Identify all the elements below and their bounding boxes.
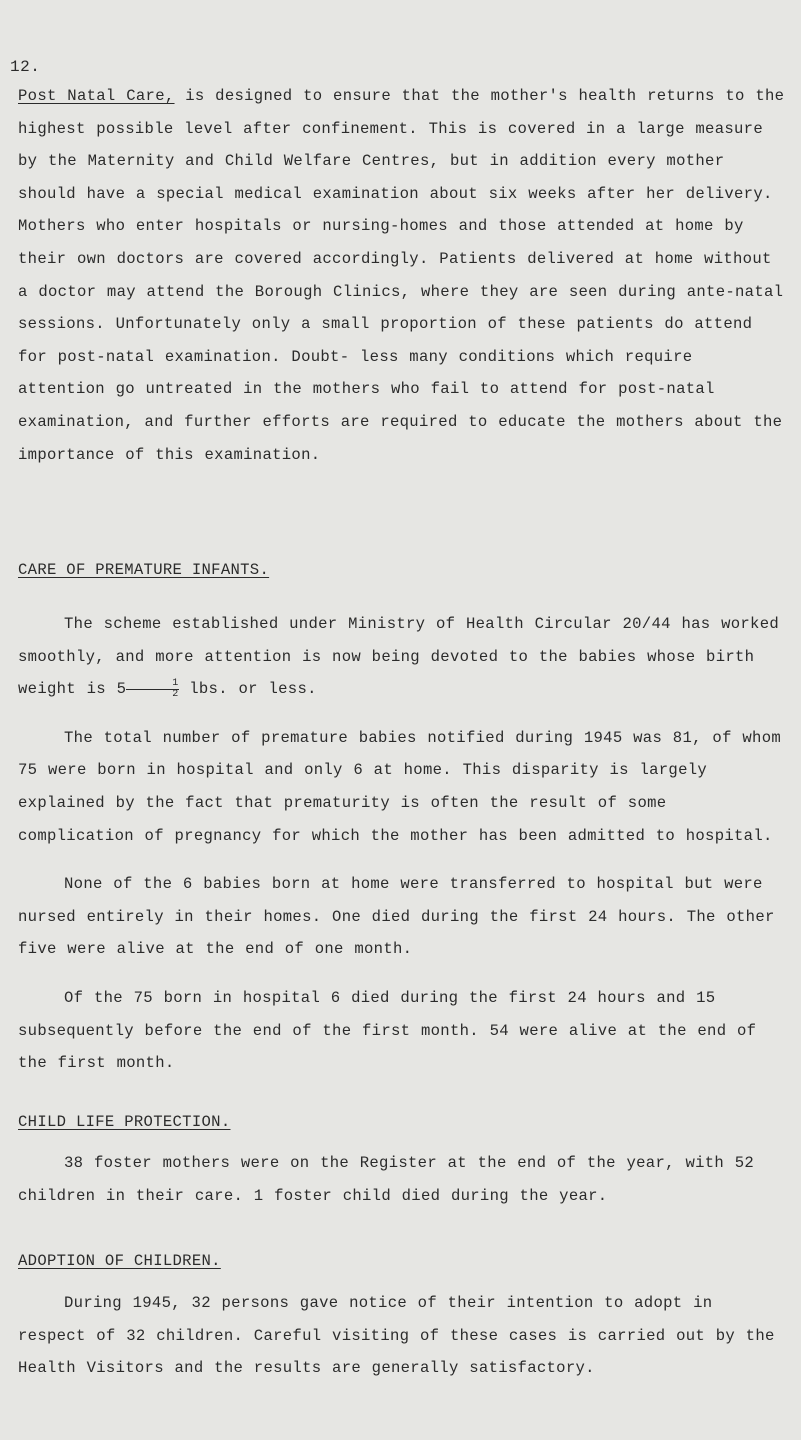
premature-paragraph-2: The total number of premature babies notified during 1945 was 81, of whom 75 were born in hospital and only 6 at home. This disparity is largely explained by the fact that prematurity is often the result of some complication of pregnancy for which the mother has been admitted to hospital. (18, 728, 782, 845)
child-life-section (18, 1147, 788, 1212)
adoption-heading: ADOPTION OF CHILDREN. (18, 1252, 221, 1270)
premature-heading: CARE OF PREMATURE INFANTS. (18, 561, 270, 579)
post-natal-section (18, 80, 788, 471)
adoption-section (18, 1287, 788, 1385)
premature-p1-before: The scheme established under Ministry of Health Circular 20/44 has worked smoothly, and more attention is now being devoted to the babies whose birth weight is 5 (18, 615, 780, 699)
post-natal-text: is designed to ensure that the mother's health returns to the highest possible level after confinement. This is covered in a large measure by the Maternity and Child Welfare Centres, but in addition every mother should have a special medical examination about six weeks after her delivery. Mothers who enter hospitals or nursing-homes and those attended at home by their own doctors are covered accordingly. Patients delivered at home without a doctor may attend the Borough Clinics, where they are seen during ante-natal sessions. Unfortunately only a small proportion of these patients do attend for post-natal examination. Doubt- less many conditions which require attention go untreated in the mothers who fail to attend for post-natal examination, and further efforts are required to educate the mothers about the importance of this examination. (18, 87, 785, 464)
half-fraction: $\frac{1}{2}$ (126, 679, 178, 700)
post-natal-paragraph (18, 80, 788, 471)
premature-section (18, 608, 788, 1080)
post-natal-heading: Post Natal Care, (18, 87, 175, 105)
adoption-paragraph: During 1945, 32 persons gave notice of their intention to adopt in respect of 32 children. Careful visiting of these cases is carried out by the Health Visitors and the results are generally satisfactory. (18, 1294, 775, 1378)
premature-p1-after: lbs. or less. (178, 680, 317, 699)
premature-paragraph-4: Of the 75 born in hospital 6 died during the first 24 hours and 15 subsequently before the end of the first month. 54 were alive at the end of the first month. (18, 988, 757, 1073)
page-number: 12. (10, 58, 41, 76)
premature-paragraph-1 (18, 608, 788, 706)
child-life-paragraph: 38 foster mothers were on the Register at the end of the year, with 52 children in their care. 1 foster child died during the year. (18, 1154, 755, 1205)
child-life-heading: CHILD LIFE PROTECTION. (18, 1113, 231, 1131)
premature-paragraph-3: None of the 6 babies born at home were transferred to hospital but were nursed entirely in their homes. One died during the first 24 hours. The other five were alive at the end of one month. (18, 875, 775, 959)
